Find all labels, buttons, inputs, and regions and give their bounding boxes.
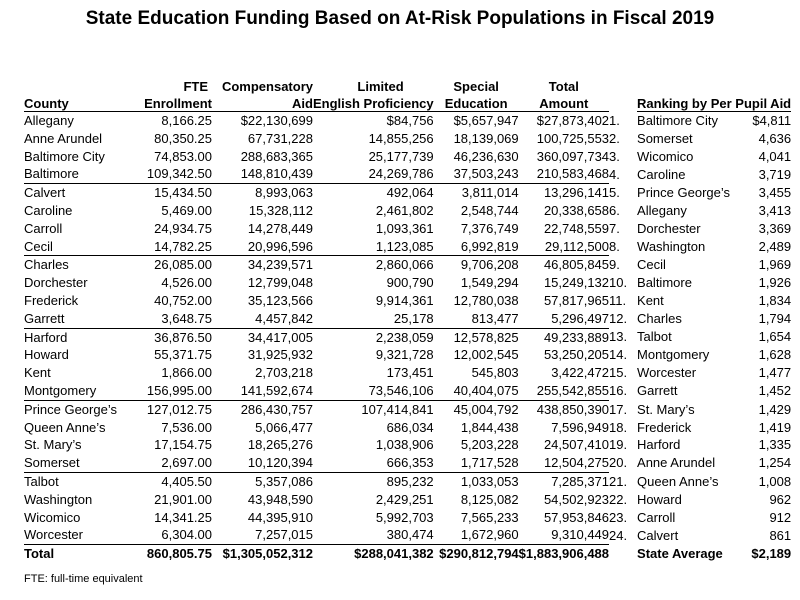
cell-rank: 7. bbox=[609, 220, 620, 236]
cell-total: 49,233,889 bbox=[519, 328, 609, 346]
cell-rank-county: Wicomico bbox=[637, 148, 694, 164]
cell-rank-county: Calvert bbox=[637, 527, 679, 543]
header-fte-1: FTE bbox=[183, 79, 208, 94]
cell-county: Carroll bbox=[24, 220, 63, 236]
cell-county: Charles bbox=[24, 256, 122, 274]
table-row bbox=[24, 148, 791, 166]
cell-sped: 8,125,082 bbox=[460, 491, 519, 507]
table-row bbox=[24, 436, 791, 454]
cell-rank: 8. bbox=[609, 238, 620, 254]
cell-total: 7,596,949 bbox=[551, 419, 610, 435]
cell-total: 54,502,923 bbox=[543, 491, 610, 507]
cell-rank-aid: 1,654 bbox=[758, 329, 792, 345]
cell-rank-county: Baltimore bbox=[637, 275, 692, 291]
cell-comp: 2,703,218 bbox=[255, 365, 313, 381]
total-lep: $288,041,382 bbox=[313, 545, 434, 563]
cell-rank-county: Prince George’s bbox=[637, 184, 731, 200]
cell-lep: 686,034 bbox=[386, 419, 434, 435]
cell-sped: 6,992,819 bbox=[460, 238, 519, 254]
cell-rank-county: Frederick bbox=[637, 419, 692, 435]
cell-lep: 666,353 bbox=[386, 455, 434, 471]
cell-sped: 2,548,744 bbox=[460, 202, 519, 218]
cell-sped: 7,565,233 bbox=[460, 509, 519, 525]
cell-rank-aid: 1,834 bbox=[758, 292, 792, 308]
cell-lep: $84,756 bbox=[386, 113, 434, 128]
cell-rank-county: Anne Arundel bbox=[637, 455, 716, 471]
cell-lep: 2,429,251 bbox=[375, 491, 434, 507]
header-lep: English Proficiency bbox=[313, 96, 434, 111]
cell-fte: 4,405.50 bbox=[122, 472, 212, 490]
footnote: FTE: full-time equivalent bbox=[24, 573, 143, 585]
cell-county: Prince George’s bbox=[24, 400, 122, 418]
cell-lep: 73,546,106 bbox=[368, 382, 434, 398]
cell-rank-aid: $4,811 bbox=[752, 113, 792, 128]
cell-sped: 5,203,228 bbox=[460, 437, 519, 453]
cell-county: Caroline bbox=[24, 202, 73, 218]
cell-total: 438,850,390 bbox=[519, 400, 609, 418]
cell-lep: 25,177,739 bbox=[368, 148, 434, 164]
cell-rank-aid: 1,419 bbox=[758, 419, 792, 435]
cell-rank-county: Somerset bbox=[637, 130, 693, 146]
cell-sped: 12,578,825 bbox=[434, 328, 519, 346]
cell-rank-aid: 3,413 bbox=[758, 202, 792, 218]
table-row bbox=[24, 382, 791, 400]
cell-rank: 15. bbox=[609, 365, 628, 381]
cell-sped: 7,376,749 bbox=[460, 220, 519, 236]
cell-rank-county: Talbot bbox=[637, 329, 672, 345]
cell-fte: 5,469.00 bbox=[161, 202, 212, 218]
funding-table bbox=[24, 76, 791, 563]
cell-fte: 15,434.50 bbox=[122, 184, 212, 202]
cell-rank: 23. bbox=[609, 509, 628, 525]
cell-fte: 109,342.50 bbox=[146, 166, 212, 182]
cell-county: Wicomico bbox=[24, 509, 81, 525]
cell-sped: 813,477 bbox=[471, 310, 519, 326]
cell-total: 360,097,734 bbox=[536, 148, 610, 164]
cell-rank-aid: 1,969 bbox=[758, 257, 792, 273]
cell-lep: 380,474 bbox=[386, 527, 434, 543]
cell-sped: 18,139,069 bbox=[453, 130, 519, 146]
cell-rank: 1. bbox=[609, 112, 620, 128]
cell-fte: 55,371.75 bbox=[154, 347, 212, 363]
cell-fte: 14,782.25 bbox=[154, 238, 212, 254]
table-row bbox=[24, 472, 791, 490]
cell-fte: 2,697.00 bbox=[161, 455, 212, 471]
cell-rank-aid: 1,926 bbox=[758, 275, 792, 291]
cell-county: Kent bbox=[24, 365, 51, 381]
cell-fte: 14,341.25 bbox=[154, 509, 212, 525]
cell-county: Harford bbox=[24, 328, 122, 346]
cell-rank-aid: 2,489 bbox=[758, 238, 792, 254]
cell-rank: 9. bbox=[609, 257, 620, 273]
cell-lep: 1,123,085 bbox=[375, 238, 434, 254]
state-average-label: State Average bbox=[637, 545, 723, 561]
header-sped-1: Special bbox=[453, 79, 499, 94]
cell-rank-county: Kent bbox=[637, 292, 664, 308]
cell-rank-county: Dorchester bbox=[637, 220, 701, 236]
cell-sped: 40,404,075 bbox=[453, 382, 519, 398]
cell-comp: 67,731,228 bbox=[247, 130, 313, 146]
cell-rank: 13. bbox=[609, 329, 628, 345]
cell-fte: 21,901.00 bbox=[154, 491, 212, 507]
cell-rank-aid: 962 bbox=[769, 491, 792, 507]
cell-rank: 17. bbox=[609, 401, 628, 417]
cell-fte: 40,752.00 bbox=[154, 292, 212, 308]
header-lep-1: Limited bbox=[357, 79, 404, 94]
cell-comp: 288,683,365 bbox=[240, 148, 313, 164]
cell-lep: 2,238,059 bbox=[313, 328, 434, 346]
cell-rank-aid: 1,477 bbox=[758, 365, 792, 381]
cell-rank-aid: 1,452 bbox=[758, 383, 792, 399]
cell-total: $27,873,402 bbox=[536, 113, 610, 128]
cell-total: 12,504,275 bbox=[543, 455, 610, 471]
cell-county: Allegany bbox=[24, 113, 74, 128]
cell-rank-aid: 1,628 bbox=[758, 347, 792, 363]
cell-county: Dorchester bbox=[24, 275, 88, 291]
cell-comp: 7,257,015 bbox=[255, 527, 313, 543]
cell-comp: 20,996,596 bbox=[247, 238, 313, 254]
cell-rank-aid: 912 bbox=[769, 509, 792, 525]
cell-county: Washington bbox=[24, 491, 93, 507]
cell-sped: 1,033,053 bbox=[434, 472, 519, 490]
table-row bbox=[24, 328, 791, 346]
cell-total: 20,338,658 bbox=[543, 202, 610, 218]
cell-county: Cecil bbox=[24, 238, 53, 254]
cell-rank-county: Worcester bbox=[637, 365, 697, 381]
cell-rank-aid: 1,335 bbox=[758, 437, 792, 453]
cell-sped: 1,549,294 bbox=[460, 275, 519, 291]
cell-county: Calvert bbox=[24, 184, 122, 202]
cell-county: Baltimore City bbox=[24, 148, 105, 164]
table-row bbox=[24, 400, 791, 418]
cell-rank-county: Montgomery bbox=[637, 347, 710, 363]
cell-lep: 25,178 bbox=[393, 310, 434, 326]
cell-sped: 9,706,208 bbox=[434, 256, 519, 274]
cell-total: 29,112,500 bbox=[544, 238, 610, 254]
cell-comp: 31,925,932 bbox=[247, 347, 313, 363]
total-comp: $1,305,052,312 bbox=[212, 545, 313, 563]
cell-rank: 21. bbox=[609, 473, 628, 489]
cell-comp: 15,328,112 bbox=[248, 202, 313, 218]
cell-sped: 1,844,438 bbox=[460, 419, 519, 435]
total-fte: 860,805.75 bbox=[122, 545, 212, 563]
cell-fte: 8,166.25 bbox=[161, 113, 212, 128]
cell-total: 53,250,205 bbox=[543, 347, 610, 363]
cell-rank: 4. bbox=[609, 166, 620, 182]
cell-rank-aid: 861 bbox=[769, 527, 792, 543]
cell-rank: 14. bbox=[609, 347, 628, 363]
cell-fte: 36,876.50 bbox=[122, 328, 212, 346]
cell-lep: 492,064 bbox=[313, 184, 434, 202]
cell-lep: 9,914,361 bbox=[375, 292, 434, 308]
cell-lep: 9,321,728 bbox=[375, 347, 434, 363]
header-county: County bbox=[24, 94, 122, 112]
cell-rank-county: Garrett bbox=[637, 383, 678, 399]
cell-comp: 10,120,394 bbox=[247, 455, 313, 471]
cell-fte: 1,866.00 bbox=[161, 365, 212, 381]
table-row bbox=[24, 112, 791, 130]
header-total-1: Total bbox=[548, 79, 579, 94]
cell-total: 100,725,553 bbox=[536, 130, 610, 146]
cell-sped: 45,004,792 bbox=[434, 400, 519, 418]
cell-lep: 1,093,361 bbox=[375, 220, 434, 236]
cell-rank: 19. bbox=[609, 437, 628, 453]
cell-sped: 12,780,038 bbox=[453, 292, 519, 308]
cell-rank-county: Cecil bbox=[637, 257, 666, 273]
cell-county: Worcester bbox=[24, 527, 83, 543]
cell-lep: 24,269,786 bbox=[368, 166, 434, 182]
total-amount: $1,883,906,488 bbox=[518, 546, 610, 562]
cell-county: St. Mary’s bbox=[24, 437, 82, 453]
cell-comp: 12,799,048 bbox=[247, 275, 313, 291]
cell-rank-county: Harford bbox=[637, 437, 681, 453]
table-row bbox=[24, 274, 791, 292]
cell-rank: 16. bbox=[609, 383, 628, 399]
table-row bbox=[24, 509, 791, 527]
cell-comp: 14,278,449 bbox=[247, 220, 313, 236]
cell-rank-county: Baltimore City bbox=[637, 113, 718, 128]
table-row bbox=[24, 419, 791, 437]
cell-rank: 2. bbox=[609, 130, 620, 146]
cell-rank-aid: 1,254 bbox=[758, 455, 792, 471]
cell-total: 3,422,472 bbox=[551, 365, 610, 381]
cell-rank-county: Allegany bbox=[637, 202, 687, 218]
table-row bbox=[24, 130, 791, 148]
cell-lep: 107,414,841 bbox=[313, 400, 434, 418]
cell-sped: 12,002,545 bbox=[453, 347, 519, 363]
table-row bbox=[24, 454, 791, 472]
cell-comp: 18,265,276 bbox=[247, 437, 313, 453]
cell-lep: 1,038,906 bbox=[375, 437, 434, 453]
cell-comp: $22,130,699 bbox=[240, 113, 313, 128]
cell-sped: $5,657,947 bbox=[453, 113, 519, 128]
cell-county: Howard bbox=[24, 347, 69, 363]
cell-county: Baltimore bbox=[24, 166, 79, 182]
cell-comp: 141,592,674 bbox=[240, 382, 313, 398]
cell-lep: 173,451 bbox=[386, 365, 434, 381]
total-label: Total bbox=[24, 545, 122, 563]
cell-rank-county: Howard bbox=[637, 491, 682, 507]
cell-comp: 44,395,910 bbox=[247, 509, 313, 525]
cell-total: 57,817,965 bbox=[543, 292, 610, 308]
cell-rank-county: Washington bbox=[637, 238, 706, 254]
cell-total: 24,507,410 bbox=[543, 437, 610, 453]
table-row bbox=[24, 491, 791, 509]
cell-county: Anne Arundel bbox=[24, 130, 103, 146]
cell-rank-aid: 1,008 bbox=[758, 473, 792, 489]
cell-rank-county: Queen Anne’s bbox=[637, 473, 719, 489]
cell-rank-aid: 1,429 bbox=[758, 401, 792, 417]
cell-rank: 18. bbox=[609, 419, 628, 435]
table-row bbox=[24, 238, 791, 256]
cell-comp: 43,948,590 bbox=[247, 491, 313, 507]
cell-lep: 895,232 bbox=[313, 472, 434, 490]
cell-total: 210,583,468 bbox=[536, 166, 610, 182]
header-comp-1: Compensatory bbox=[221, 79, 313, 94]
cell-total: 5,296,497 bbox=[551, 310, 610, 326]
cell-fte: 7,536.00 bbox=[161, 419, 212, 435]
table-row bbox=[24, 220, 791, 238]
cell-comp: 5,357,086 bbox=[212, 472, 313, 490]
cell-sped: 46,236,630 bbox=[453, 148, 519, 164]
cell-fte: 17,154.75 bbox=[154, 437, 212, 453]
cell-county: Garrett bbox=[24, 310, 65, 326]
header-county-1 bbox=[24, 76, 122, 94]
cell-rank-county: Charles bbox=[637, 311, 682, 327]
cell-total: 13,296,141 bbox=[519, 184, 609, 202]
cell-rank-aid: 3,719 bbox=[758, 166, 792, 182]
table-row bbox=[24, 364, 791, 382]
cell-comp: 148,810,439 bbox=[240, 166, 313, 182]
cell-fte: 127,012.75 bbox=[122, 400, 212, 418]
cell-rank-aid: 1,794 bbox=[758, 311, 792, 327]
header-comp: Aid bbox=[212, 94, 313, 112]
table-row bbox=[24, 256, 791, 274]
cell-fte: 74,853.00 bbox=[154, 148, 212, 164]
cell-fte: 6,304.00 bbox=[161, 527, 212, 543]
cell-lep: 2,461,802 bbox=[375, 202, 434, 218]
cell-lep: 14,855,256 bbox=[368, 130, 434, 146]
table-row bbox=[24, 165, 791, 183]
header-total: Amount bbox=[519, 94, 609, 112]
table-row bbox=[24, 292, 791, 310]
cell-fte: 4,526.00 bbox=[161, 275, 212, 291]
cell-comp: 4,457,842 bbox=[255, 310, 313, 326]
cell-lep: 900,790 bbox=[386, 275, 434, 291]
header-ranking: Ranking by Per Pupil Aid bbox=[637, 96, 792, 111]
state-average-value: $2,189 bbox=[751, 545, 792, 561]
cell-total: 22,748,559 bbox=[543, 220, 610, 236]
cell-rank-county: Caroline bbox=[637, 166, 686, 182]
cell-total: 9,310,449 bbox=[551, 527, 610, 543]
cell-county: Talbot bbox=[24, 472, 122, 490]
cell-rank-aid: 3,455 bbox=[758, 184, 792, 200]
cell-total: 15,249,132 bbox=[543, 275, 610, 291]
table-row bbox=[24, 526, 791, 544]
cell-county: Montgomery bbox=[24, 382, 97, 398]
cell-rank: 3. bbox=[609, 148, 620, 164]
cell-rank-county: Carroll bbox=[637, 509, 676, 525]
page-title: State Education Funding Based on At-Risk Populations in Fiscal 2019 bbox=[85, 8, 715, 29]
cell-comp: 286,430,757 bbox=[212, 400, 313, 418]
cell-county: Queen Anne’s bbox=[24, 419, 106, 435]
cell-sped: 1,717,528 bbox=[460, 455, 519, 471]
cell-rank: 20. bbox=[609, 455, 628, 471]
table-row bbox=[24, 202, 791, 220]
cell-rank: 11. bbox=[609, 292, 627, 308]
cell-county: Somerset bbox=[24, 455, 80, 471]
cell-total: 7,285,371 bbox=[519, 472, 609, 490]
cell-lep: 2,860,066 bbox=[313, 256, 434, 274]
cell-comp: 34,417,005 bbox=[212, 328, 313, 346]
table-row bbox=[24, 346, 791, 364]
cell-rank: 22. bbox=[609, 491, 628, 507]
cell-rank: 12. bbox=[609, 311, 628, 327]
cell-rank-aid: 3,369 bbox=[758, 220, 792, 236]
cell-comp: 5,066,477 bbox=[255, 419, 313, 435]
cell-fte: 80,350.25 bbox=[154, 130, 212, 146]
cell-county: Frederick bbox=[24, 292, 79, 308]
header-sped: Education bbox=[434, 94, 519, 112]
header-fte: Enrollment bbox=[122, 94, 212, 112]
cell-fte: 24,934.75 bbox=[154, 220, 212, 236]
cell-total: 57,953,846 bbox=[543, 509, 610, 525]
cell-rank-aid: 4,636 bbox=[758, 130, 792, 146]
cell-rank: 24. bbox=[609, 527, 628, 543]
cell-sped: 1,672,960 bbox=[460, 527, 519, 543]
cell-comp: 8,993,063 bbox=[212, 184, 313, 202]
total-sped: $290,812,794 bbox=[434, 545, 519, 563]
cell-lep: 5,992,703 bbox=[375, 509, 434, 525]
cell-fte: 156,995.00 bbox=[146, 382, 212, 398]
cell-fte: 26,085.00 bbox=[122, 256, 212, 274]
cell-sped: 3,811,014 bbox=[434, 184, 519, 202]
cell-rank: 5. bbox=[609, 184, 620, 200]
cell-sped: 545,803 bbox=[471, 365, 519, 381]
cell-total: 255,542,855 bbox=[536, 382, 610, 398]
cell-rank-aid: 4,041 bbox=[758, 148, 792, 164]
table-row bbox=[24, 310, 791, 328]
cell-sped: 37,503,243 bbox=[453, 166, 519, 182]
cell-fte: 3,648.75 bbox=[161, 310, 212, 326]
cell-rank: 6. bbox=[609, 202, 620, 218]
table-row bbox=[24, 184, 791, 202]
totals-row bbox=[24, 545, 791, 563]
cell-rank: 10. bbox=[609, 275, 628, 291]
cell-rank-county: St. Mary’s bbox=[637, 401, 695, 417]
cell-total: 46,805,845 bbox=[519, 256, 609, 274]
cell-comp: 35,123,566 bbox=[247, 292, 313, 308]
cell-comp: 34,239,571 bbox=[212, 256, 313, 274]
